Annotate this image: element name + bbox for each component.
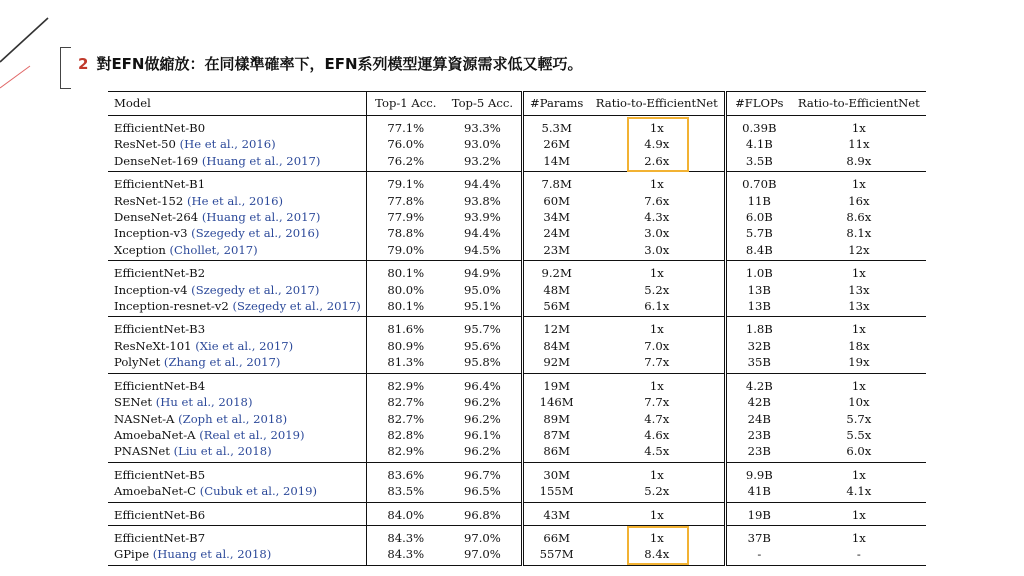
citation-link[interactable]: (Hu et al., 2018) bbox=[155, 395, 253, 410]
cell-flops: 6.0B bbox=[745, 210, 773, 225]
cell-top1: 82.9% bbox=[367, 443, 444, 462]
cell-model bbox=[108, 172, 367, 193]
table-row bbox=[108, 298, 926, 317]
cell-ratio-f: 19x bbox=[848, 355, 870, 370]
cell-params: 26M bbox=[543, 137, 570, 152]
cell-ratio-f: - bbox=[856, 547, 861, 562]
cell-ratio-f: 1x bbox=[851, 177, 866, 192]
cell-params: 66M bbox=[543, 530, 570, 545]
cell-top1: 79.1% bbox=[367, 172, 444, 193]
cell-top1: 82.7% bbox=[367, 411, 444, 427]
citation-link[interactable]: (He et al., 2016) bbox=[186, 193, 284, 208]
citation-link[interactable]: (Chollet, 2017) bbox=[169, 242, 258, 257]
table-row bbox=[108, 172, 926, 193]
cell-flops: 32B bbox=[747, 338, 771, 353]
cell-ratio-f: 12x bbox=[848, 242, 870, 257]
citation-link[interactable]: (Zoph et al., 2018) bbox=[178, 411, 288, 426]
model-name: EfficientNet-B3 bbox=[114, 322, 206, 337]
cell-model bbox=[108, 242, 367, 261]
cell-ratio-p: 7.6x bbox=[590, 193, 726, 209]
cell-ratio-f: 5.7x bbox=[846, 411, 872, 426]
table-header-row bbox=[108, 92, 926, 116]
cell-ratio-p: 1x bbox=[590, 525, 726, 546]
cell-flops: 5.7B bbox=[745, 226, 773, 241]
slide-title bbox=[78, 53, 583, 74]
cell-model bbox=[108, 546, 367, 565]
table-row bbox=[108, 193, 926, 209]
cell-ratio-p: 3.0x bbox=[590, 225, 726, 241]
cell-ratio-p: 1x bbox=[590, 317, 726, 338]
citation-link[interactable]: (Huang et al., 2017) bbox=[201, 210, 321, 225]
cell-ratio-p: 5.2x bbox=[590, 282, 726, 298]
model-name: ResNeXt-101 bbox=[114, 338, 192, 353]
cell-model bbox=[108, 373, 367, 394]
cell-flops: 4.1B bbox=[745, 137, 773, 152]
slide-number: 2 bbox=[78, 55, 89, 73]
table-row bbox=[108, 261, 926, 282]
cell-top5: 95.8% bbox=[444, 354, 522, 373]
model-name: EfficientNet-B2 bbox=[114, 266, 206, 281]
title-bracket bbox=[60, 47, 71, 89]
cell-ratio-f: 1x bbox=[851, 378, 866, 393]
efficientnet-comparison-table bbox=[108, 91, 926, 566]
cell-params: 19M bbox=[543, 378, 570, 393]
cell-model bbox=[108, 116, 367, 137]
model-name: ResNet-50 bbox=[114, 137, 176, 152]
cell-ratio-p: 1x bbox=[590, 172, 726, 193]
cell-ratio-p: 4.7x bbox=[590, 411, 726, 427]
cell-ratio-f: 10x bbox=[848, 395, 870, 410]
cell-flops: 1.8B bbox=[745, 322, 773, 337]
model-name: Xception bbox=[114, 242, 166, 257]
cell-params: 56M bbox=[543, 299, 570, 314]
row-group bbox=[108, 261, 926, 317]
cell-ratio-p: 8.4x bbox=[590, 546, 726, 565]
model-name: Inception-resnet-v2 bbox=[114, 299, 229, 314]
cell-top5: 95.1% bbox=[444, 298, 522, 317]
table-row bbox=[108, 153, 926, 172]
cell-top5: 94.4% bbox=[444, 172, 522, 193]
model-name: DenseNet-169 bbox=[114, 153, 199, 168]
cell-ratio-p: 4.3x bbox=[590, 209, 726, 225]
cell-ratio-p: 4.5x bbox=[590, 443, 726, 462]
cell-flops: 42B bbox=[747, 395, 771, 410]
cell-params: 48M bbox=[543, 282, 570, 297]
cell-top5: 97.0% bbox=[444, 546, 522, 565]
cell-top5: 95.6% bbox=[444, 338, 522, 354]
cell-flops: 13B bbox=[747, 299, 771, 314]
cell-model bbox=[108, 298, 367, 317]
cell-model bbox=[108, 317, 367, 338]
cell-model bbox=[108, 225, 367, 241]
citation-link[interactable]: (Huang et al., 2018) bbox=[152, 547, 272, 562]
model-name: ResNet-152 bbox=[114, 193, 184, 208]
cell-model bbox=[108, 502, 367, 525]
row-group bbox=[108, 502, 926, 525]
cell-flops: 3.5B bbox=[745, 153, 773, 168]
cell-params: 89M bbox=[543, 411, 570, 426]
cell-model bbox=[108, 209, 367, 225]
citation-link[interactable]: (He et al., 2016) bbox=[179, 137, 276, 152]
cell-flops: 19B bbox=[747, 507, 771, 522]
citation-link[interactable]: (Szegedy et al., 2016) bbox=[191, 226, 320, 241]
table-row bbox=[108, 546, 926, 565]
cell-top5: 96.2% bbox=[444, 443, 522, 462]
cell-ratio-f: 8.9x bbox=[846, 153, 872, 168]
cell-params: 34M bbox=[543, 210, 570, 225]
cell-model bbox=[108, 427, 367, 443]
cell-ratio-p: 3.0x bbox=[590, 242, 726, 261]
citation-link[interactable]: (Szegedy et al., 2017) bbox=[191, 282, 320, 297]
cell-params: 7.8M bbox=[541, 177, 572, 192]
model-name: PNASNet bbox=[114, 444, 170, 459]
cell-model bbox=[108, 525, 367, 546]
citation-link[interactable]: (Real et al., 2019) bbox=[199, 427, 305, 442]
model-name: NASNet-A bbox=[114, 411, 175, 426]
cell-top5: 93.2% bbox=[444, 153, 522, 172]
cell-model bbox=[108, 261, 367, 282]
cell-ratio-p: 4.6x bbox=[590, 427, 726, 443]
cell-params: 87M bbox=[543, 427, 570, 442]
table-row bbox=[108, 354, 926, 373]
cell-top1: 81.3% bbox=[367, 354, 444, 373]
corner-decoration bbox=[0, 0, 60, 100]
cell-ratio-f: 13x bbox=[848, 282, 870, 297]
cell-flops: 23B bbox=[747, 427, 771, 442]
cell-params: 92M bbox=[543, 355, 570, 370]
cell-model bbox=[108, 193, 367, 209]
cell-top1: 77.9% bbox=[367, 209, 444, 225]
citation-link[interactable]: (Szegedy et al., 2017) bbox=[232, 299, 361, 314]
header-ratio-params: Ratio-to-EfficientNet bbox=[590, 92, 726, 116]
cell-top5: 94.9% bbox=[444, 261, 522, 282]
table-row bbox=[108, 282, 926, 298]
cell-model bbox=[108, 136, 367, 152]
cell-params: 557M bbox=[539, 547, 574, 562]
cell-top1: 76.2% bbox=[367, 153, 444, 172]
model-name: AmoebaNet-C bbox=[114, 484, 196, 499]
cell-ratio-p: 1x bbox=[590, 502, 726, 525]
cell-flops: 24B bbox=[747, 411, 771, 426]
cell-ratio-p: 7.0x bbox=[590, 338, 726, 354]
model-name: DenseNet-264 bbox=[114, 210, 199, 225]
header-top1: Top-1 Acc. bbox=[367, 92, 444, 116]
model-name: Inception-v3 bbox=[114, 226, 188, 241]
cell-top1: 80.0% bbox=[367, 282, 444, 298]
cell-params: 14M bbox=[543, 153, 570, 168]
cell-ratio-p: 1x bbox=[590, 373, 726, 394]
cell-flops: 4.2B bbox=[745, 378, 773, 393]
cell-ratio-f: 1x bbox=[851, 121, 866, 135]
cell-top5: 94.5% bbox=[444, 242, 522, 261]
cell-top5: 97.0% bbox=[444, 525, 522, 546]
cell-top1: 78.8% bbox=[367, 225, 444, 241]
cell-model bbox=[108, 282, 367, 298]
cell-top5: 93.0% bbox=[444, 136, 522, 152]
cell-params: 5.3M bbox=[541, 121, 572, 135]
cell-top5: 96.2% bbox=[444, 394, 522, 410]
cell-params: 155M bbox=[539, 484, 574, 499]
highlight-box-b0-ratio bbox=[627, 117, 689, 172]
cell-model bbox=[108, 354, 367, 373]
cell-ratio-f: 1x bbox=[851, 266, 866, 281]
cell-top1: 83.6% bbox=[367, 462, 444, 483]
model-name: Inception-v4 bbox=[114, 282, 188, 297]
cell-top1: 80.1% bbox=[367, 298, 444, 317]
highlight-box-b7-ratio bbox=[627, 526, 689, 565]
cell-top5: 96.5% bbox=[444, 483, 522, 502]
cell-ratio-f: 13x bbox=[848, 299, 870, 314]
cell-ratio-f: 1x bbox=[851, 507, 866, 522]
header-ratio-flops: Ratio-to-EfficientNet bbox=[797, 96, 920, 111]
cell-flops: 11B bbox=[747, 193, 771, 208]
cell-flops: 9.9B bbox=[745, 467, 773, 482]
model-name: GPipe bbox=[114, 547, 150, 562]
cell-ratio-p: 6.1x bbox=[590, 298, 726, 317]
cell-top1: 82.8% bbox=[367, 427, 444, 443]
cell-flops: 0.39B bbox=[742, 121, 777, 135]
cell-model bbox=[108, 443, 367, 462]
cell-top5: 94.4% bbox=[444, 225, 522, 241]
table-row bbox=[108, 462, 926, 483]
model-name: EfficientNet-B4 bbox=[114, 378, 206, 393]
cell-top1: 77.8% bbox=[367, 193, 444, 209]
cell-top1: 81.6% bbox=[367, 317, 444, 338]
table-row bbox=[108, 483, 926, 502]
cell-top5: 96.4% bbox=[444, 373, 522, 394]
table-row bbox=[108, 427, 926, 443]
cell-params: 84M bbox=[543, 338, 570, 353]
table-row bbox=[108, 317, 926, 338]
cell-ratio-p: 1x bbox=[590, 261, 726, 282]
cell-ratio-f: 1x bbox=[851, 530, 866, 545]
table-row bbox=[108, 373, 926, 394]
cell-params: 86M bbox=[543, 444, 570, 459]
cell-ratio-f: 6.0x bbox=[846, 444, 872, 459]
model-name: EfficientNet-B6 bbox=[114, 507, 206, 522]
cell-model bbox=[108, 153, 367, 172]
cell-ratio-p: 7.7x bbox=[590, 354, 726, 373]
cell-top1: 84.3% bbox=[367, 546, 444, 565]
cell-model bbox=[108, 338, 367, 354]
cell-flops: 23B bbox=[747, 444, 771, 459]
cell-ratio-f: 4.1x bbox=[846, 484, 872, 499]
cell-top1: 76.0% bbox=[367, 136, 444, 152]
cell-top5: 93.8% bbox=[444, 193, 522, 209]
row-group bbox=[108, 525, 926, 565]
citation-link[interactable]: (Xie et al., 2017) bbox=[195, 338, 294, 353]
model-name: EfficientNet-B0 bbox=[114, 121, 206, 135]
model-name: EfficientNet-B7 bbox=[114, 530, 206, 545]
cell-ratio-p: 5.2x bbox=[590, 483, 726, 502]
cell-top5: 96.7% bbox=[444, 462, 522, 483]
header-flops: #FLOPs bbox=[735, 96, 784, 111]
cell-top5: 93.3% bbox=[444, 116, 522, 137]
cell-params: 9.2M bbox=[541, 266, 572, 281]
header-params: #Params bbox=[530, 96, 584, 111]
cell-top5: 96.1% bbox=[444, 427, 522, 443]
table-row bbox=[108, 411, 926, 427]
cell-top5: 95.0% bbox=[444, 282, 522, 298]
cell-flops: 8.4B bbox=[745, 242, 773, 257]
row-group bbox=[108, 462, 926, 502]
citation-link[interactable]: (Cubuk et al., 2019) bbox=[199, 484, 318, 499]
table-row bbox=[108, 116, 926, 137]
table-row bbox=[108, 502, 926, 525]
cell-top1: 79.0% bbox=[367, 242, 444, 261]
cell-params: 23M bbox=[543, 242, 570, 257]
cell-top5: 96.2% bbox=[444, 411, 522, 427]
cell-flops: 0.70B bbox=[742, 177, 777, 192]
cell-top1: 82.9% bbox=[367, 373, 444, 394]
cell-params: 43M bbox=[543, 507, 570, 522]
table-row bbox=[108, 136, 926, 152]
cell-params: 12M bbox=[543, 322, 570, 337]
table-row bbox=[108, 394, 926, 410]
table-row bbox=[108, 525, 926, 546]
cell-top1: 80.9% bbox=[367, 338, 444, 354]
cell-ratio-f: 8.1x bbox=[846, 226, 872, 241]
cell-top1: 82.7% bbox=[367, 394, 444, 410]
table-row bbox=[108, 242, 926, 261]
cell-ratio-f: 11x bbox=[848, 137, 870, 152]
header-model: Model bbox=[114, 96, 151, 111]
cell-top5: 93.9% bbox=[444, 209, 522, 225]
cell-ratio-p: 4.9x bbox=[590, 136, 726, 152]
cell-top1: 84.3% bbox=[367, 525, 444, 546]
cell-top1: 80.1% bbox=[367, 261, 444, 282]
cell-ratio-f: 1x bbox=[851, 467, 866, 482]
table-row bbox=[108, 209, 926, 225]
cell-flops: 41B bbox=[747, 484, 771, 499]
citation-link[interactable]: (Huang et al., 2017) bbox=[201, 153, 321, 168]
cell-top5: 95.7% bbox=[444, 317, 522, 338]
cell-top1: 77.1% bbox=[367, 116, 444, 137]
model-name: SENet bbox=[114, 395, 153, 410]
cell-ratio-p: 7.7x bbox=[590, 394, 726, 410]
corner-red-line bbox=[0, 66, 30, 88]
cell-ratio-f: 8.6x bbox=[846, 210, 872, 225]
table-row bbox=[108, 338, 926, 354]
cell-ratio-f: 18x bbox=[848, 338, 870, 353]
header-top5: Top-5 Acc. bbox=[444, 92, 522, 116]
cell-top1: 84.0% bbox=[367, 502, 444, 525]
row-group bbox=[108, 373, 926, 462]
cell-model bbox=[108, 483, 367, 502]
model-name: PolyNet bbox=[114, 355, 161, 370]
cell-model bbox=[108, 411, 367, 427]
cell-params: 60M bbox=[543, 193, 570, 208]
model-name: EfficientNet-B1 bbox=[114, 177, 206, 192]
cell-flops: 13B bbox=[747, 282, 771, 297]
citation-link[interactable]: (Liu et al., 2018) bbox=[173, 444, 272, 459]
table-row bbox=[108, 225, 926, 241]
corner-dark-line bbox=[0, 18, 48, 62]
cell-flops: 35B bbox=[747, 355, 771, 370]
cell-ratio-p: 1x bbox=[590, 462, 726, 483]
cell-top5: 96.8% bbox=[444, 502, 522, 525]
cell-model bbox=[108, 394, 367, 410]
model-name: AmoebaNet-A bbox=[114, 427, 196, 442]
cell-model bbox=[108, 462, 367, 483]
cell-ratio-p: 2.6x bbox=[590, 153, 726, 172]
cell-params: 24M bbox=[543, 226, 570, 241]
cell-params: 146M bbox=[539, 395, 574, 410]
model-name: EfficientNet-B5 bbox=[114, 467, 206, 482]
row-group bbox=[108, 317, 926, 373]
cell-params: 30M bbox=[543, 467, 570, 482]
row-group bbox=[108, 172, 926, 261]
cell-flops: 37B bbox=[747, 530, 771, 545]
cell-top1: 83.5% bbox=[367, 483, 444, 502]
row-group bbox=[108, 116, 926, 172]
cell-ratio-f: 16x bbox=[848, 193, 870, 208]
citation-link[interactable]: (Zhang et al., 2017) bbox=[163, 355, 281, 370]
table-row bbox=[108, 443, 926, 462]
cell-ratio-f: 1x bbox=[851, 322, 866, 337]
cell-flops: 1.0B bbox=[745, 266, 773, 281]
cell-ratio-p: 1x bbox=[590, 116, 726, 137]
slide-title-text: 對EFN做縮放：在同樣準確率下，EFN系列模型運算資源需求低又輕巧。 bbox=[96, 55, 583, 73]
cell-ratio-f: 5.5x bbox=[846, 427, 872, 442]
cell-flops: - bbox=[757, 547, 762, 562]
